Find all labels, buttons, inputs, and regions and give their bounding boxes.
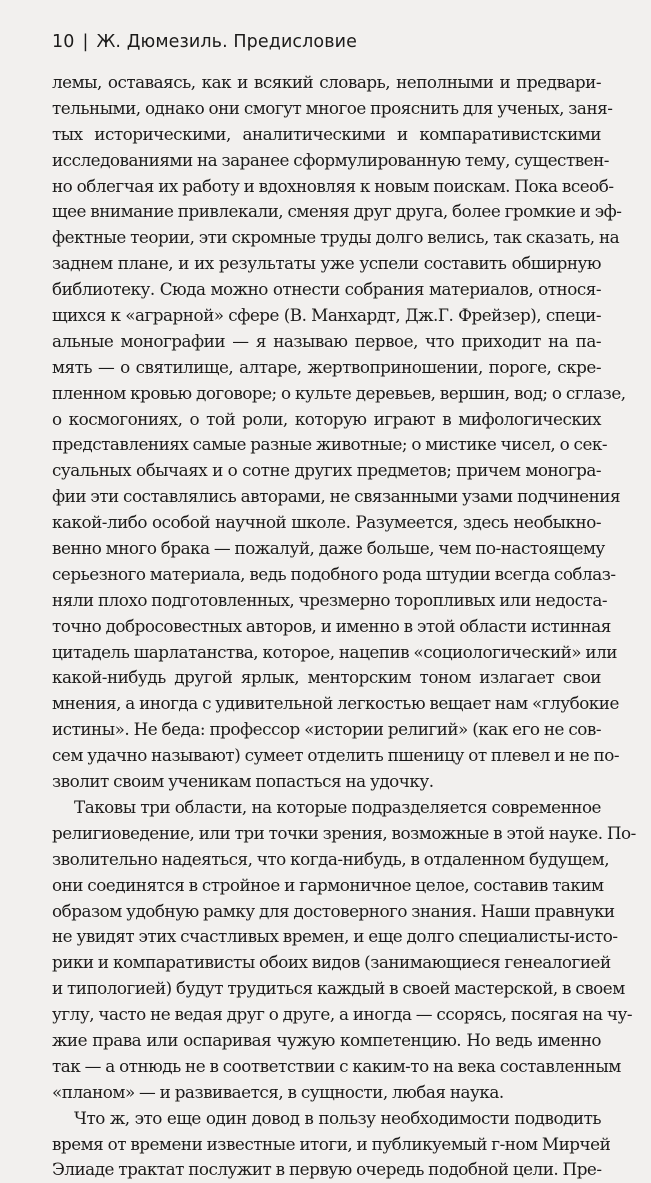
header-separator: | [82, 32, 89, 52]
text-line: фектные теории, эти скромные труды долго велись, так сказать, на [52, 227, 620, 248]
text-line: сем удачно называют) сумеет отделить пшеницу от плевел и не по- [52, 745, 620, 766]
body-text [52, 70, 636, 1183]
text-line: истины». Не беда: профессор «истории религий» (как его не сов- [52, 719, 601, 740]
text-line: серьезного материала, ведь подобного рода штудии всегда соблаз- [52, 563, 616, 584]
text-line: религиоведение, или три точки зрения, возможные в этой науке. По- [52, 822, 636, 843]
text-line: лемы, оставаясь, как и всякий словарь, неполными и предвари- [52, 72, 601, 92]
text-line: но облегчая их работу и вдохновляя к новым поискам. Пока всеоб- [52, 175, 614, 196]
text-line: мять — о святилище, алтаре, жертвоприношении, пороге, скре- [52, 356, 601, 377]
text-line: не увидят этих счастливых времен, и еще долго специалисты-истo- [52, 926, 618, 947]
text-line: они соединятся в стройное и гармоничное целое, составив таким [52, 874, 604, 895]
text-line: какой-нибудь другой ярлык, менторским тоном излагает свои [52, 667, 601, 688]
text-line: заднем плане, и их результаты уже успели составить обширную [52, 253, 601, 274]
text-line: щее внимание привлекали, сменяя друг друга, более громкие и эф- [52, 201, 622, 222]
text-line: представлениях самые разные животные; о мистике чисел, о сек- [52, 434, 608, 455]
text-line: жие права или оспаривая чужую компетенцию. Но ведь именно [52, 1029, 601, 1050]
paragraph [52, 70, 626, 795]
text-line: библиотеку. Сюда можно отнести собрания материалов, относя- [52, 279, 601, 300]
page-number: 10 [52, 32, 75, 52]
text-line: Таковы три области, на которые подразделяется современное [74, 796, 601, 817]
text-line: альные монографии — я называю первое, что приходит на па- [52, 330, 601, 351]
text-line: «планом» — и развивается, в сущности, любая наука. [52, 1081, 504, 1102]
running-title: Ж. Дюмезиль. Предисловие [96, 32, 357, 52]
text-line: исследованиями на заранее сформулированную тему, существен- [52, 149, 609, 170]
text-line: суальных обычаях и о сотне других предметов; причем моногра- [52, 460, 601, 481]
text-line: углу, часто не ведая друг о друге, а иногда — ссорясь, посягая на чу- [52, 1004, 633, 1025]
paragraph [52, 795, 636, 1106]
text-line: цитадель шарлатанства, которое, нацепив «социологический» или [52, 641, 617, 662]
running-header [52, 32, 357, 52]
text-line: фии эти составлялись авторами, не связанными узами подчинения [52, 486, 621, 507]
text-line: венно много брака — пожалуй, даже больше, чем по-настоящему [52, 538, 605, 559]
text-line: образом удобную рамку для достоверного знания. Наши правнуки [52, 900, 615, 921]
text-line: тельными, однако они смогут многое прояснить для ученых, заня- [52, 97, 613, 118]
text-line: щихся к «аграрной» сфере (В. Манхардт, Дж.Г. Фрейзер), специ- [52, 305, 601, 326]
text-line: о космогониях, о той роли, которую играют в мифологических [52, 408, 601, 429]
text-line: няли плохо подготовленных, чрезмерно торопливых или недоста- [52, 589, 608, 610]
text-line: рики и компаративисты обоих видов (занимающиеся генеалогией [52, 952, 611, 973]
text-line: зволит своим ученикам попасться на удочку. [52, 771, 434, 792]
paragraph [52, 1106, 611, 1183]
text-line: Элиаде трактат послужит в первую очередь подобной цели. Пре- [52, 1159, 602, 1180]
text-line: мнения, а иногда с удивительной легкостью вещает нам «глубокие [52, 693, 619, 714]
text-line: точно добросовестных авторов, и именно в этой области истинная [52, 615, 611, 636]
text-line: зволительно надеяться, что когда-нибудь, в отдаленном будущем, [52, 848, 610, 869]
text-line: пленном кровью договоре; о культе деревьев, вершин, вод; о сглазе, [52, 382, 626, 403]
text-line: и типологией) будут трудиться каждый в своей мастерской, в своем [52, 978, 625, 999]
text-line: время от времени известные итоги, и публикуемый г-ном Мирчей [52, 1133, 611, 1154]
text-line: Что ж, это еще один довод в пользу необходимости подводить [74, 1107, 601, 1128]
text-line: так — а отнюдь не в соответствии с каким-то на века составленным [52, 1055, 621, 1076]
text-line: какой-либо особой научной школе. Разумеется, здесь необыкно- [52, 512, 601, 533]
text-line: тых историческими, аналитическими и компаративистскими [52, 123, 601, 144]
